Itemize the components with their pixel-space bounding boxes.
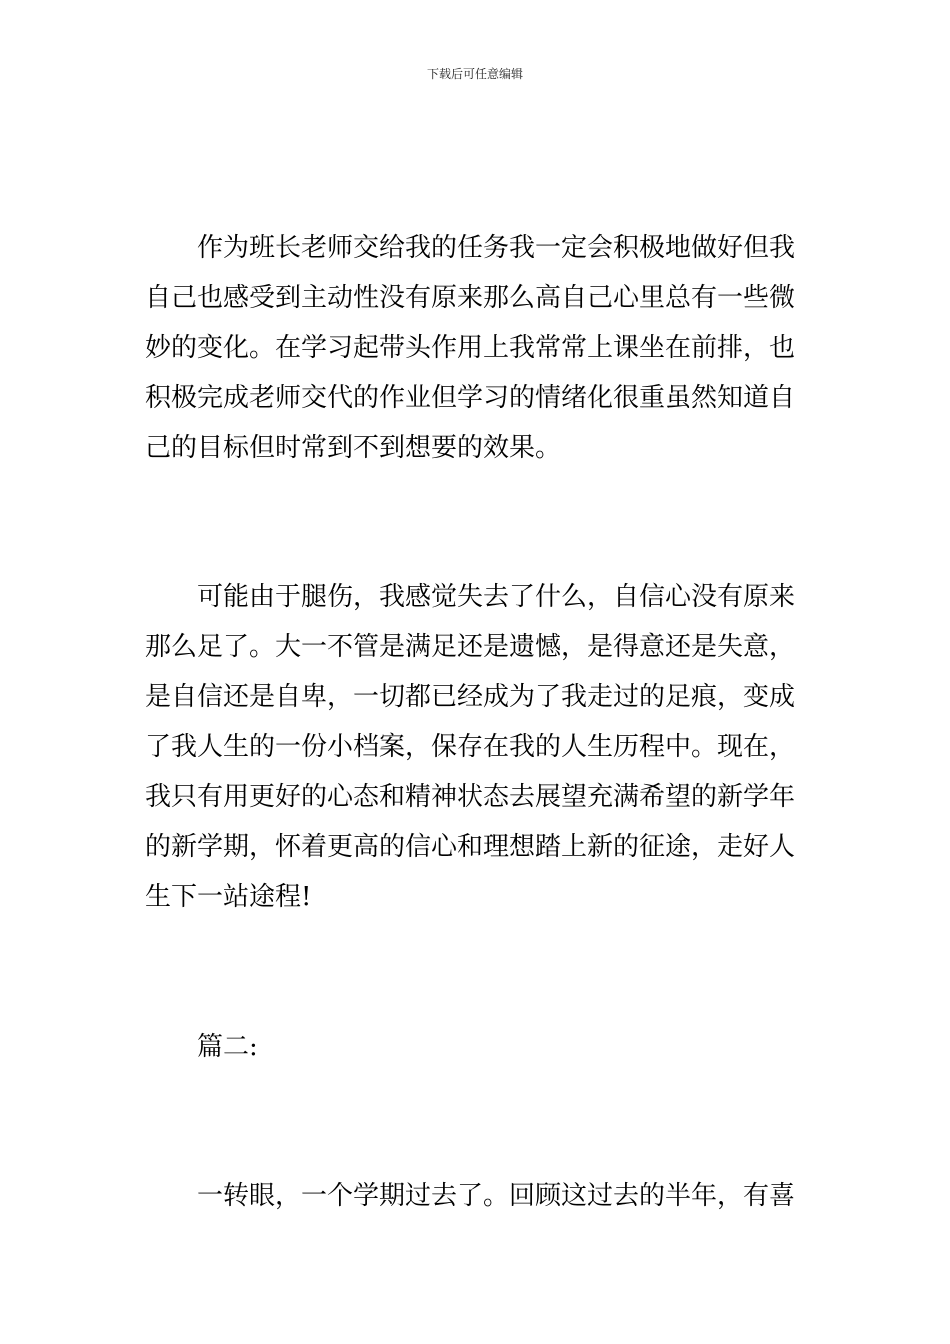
section-heading: 篇二: <box>197 1032 258 1062</box>
paragraph-1-line-4: 积极完成老师交代的作业但学习的情绪化很重虽然知道自 <box>145 383 796 413</box>
paragraph-3-line-1: 一转眼，一个学期过去了。回顾这过去的半年，有喜 <box>197 1181 796 1211</box>
paragraph-1-line-5: 己的目标但时常到不到想要的效果。 <box>145 433 562 463</box>
paragraph-1-line-2: 自己也感受到主动性没有原来那么高自己心里总有一些微 <box>145 283 796 313</box>
paragraph-2-line-5: 我只有用更好的心态和精神状态去展望充满希望的新学年 <box>145 782 796 812</box>
paragraph-2-line-1: 可能由于腿伤，我感觉失去了什么，自信心没有原来 <box>197 582 796 612</box>
paragraph-1-line-3: 妙的变化。在学习起带头作用上我常常上课坐在前排，也 <box>145 333 796 363</box>
paragraph-1-line-1: 作为班长老师交给我的任务我一定会积极地做好但我 <box>197 233 796 263</box>
paragraph-2-line-2: 那么足了。大一不管是满足还是遗憾，是得意还是失意， <box>145 632 796 662</box>
paragraph-2-line-4: 了我人生的一份小档案，保存在我的人生历程中。现在， <box>145 732 796 762</box>
paragraph-2-line-6: 的新学期，怀着更高的信心和理想踏上新的征途，走好人 <box>145 832 796 862</box>
paragraph-2-line-3: 是自信还是自卑，一切都已经成为了我走过的足痕，变成 <box>145 682 796 712</box>
page-header: 下载后可任意编辑 <box>426 67 523 81</box>
paragraph-2-line-7: 生下一站途程! <box>145 882 312 912</box>
